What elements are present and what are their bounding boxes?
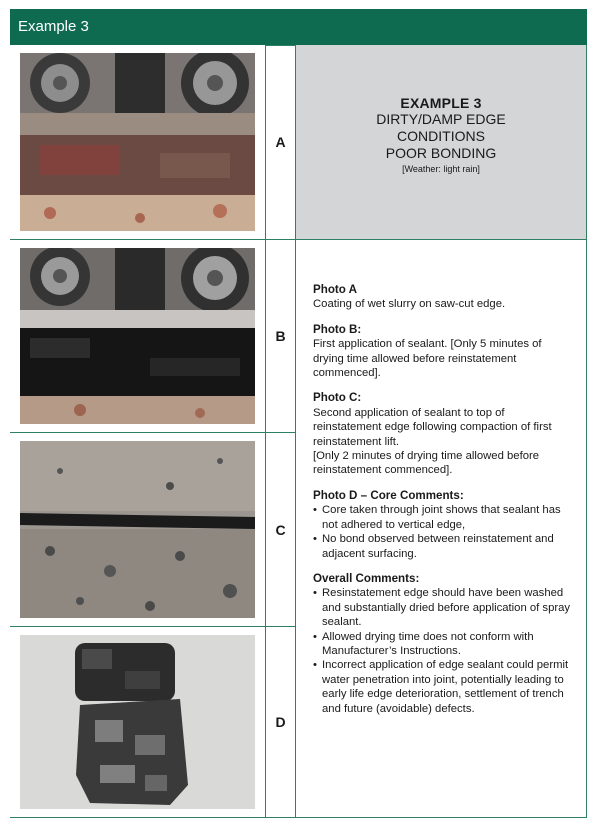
header-title: Example 3: [18, 18, 89, 35]
photo-cell-a: [10, 45, 266, 240]
photo-c-image: [20, 441, 255, 618]
photo-cell-d: [10, 627, 266, 818]
list-item: • Incorrect application of edge sealant could permit water penetration into joint, potentially leading to early life edge deterioration, settlement of trench and future (avoidable) defects.: [313, 658, 575, 716]
row-label-a: A: [266, 45, 296, 240]
page-header: [10, 9, 587, 45]
photo-b-heading: Photo B:: [313, 322, 362, 336]
notes-panel: [313, 283, 575, 716]
photo-a-heading: Photo A: [313, 283, 358, 296]
photo-d-bullets: [313, 503, 575, 561]
photo-b-image: [20, 248, 255, 424]
photo-d-heading: Photo D – Core Comments:: [313, 488, 464, 502]
overall-heading: Overall Comments:: [313, 571, 420, 585]
row-label-c: C: [266, 433, 296, 627]
row-label-d: D: [266, 627, 296, 818]
photo-a-text: Coating of wet slurry on saw-cut edge.: [313, 298, 506, 311]
list-item: • Resinstatement edge should have been washed and substantially dried before application of spray sealant.: [313, 586, 575, 629]
photo-c-text-2: [Only 2 minutes of drying time allowed before reinstatement commenced].: [313, 450, 540, 477]
list-item: • Core taken through joint shows that sealant has not adhered to vertical edge,: [313, 503, 575, 532]
photo-d-image: [20, 635, 255, 809]
example-line-1: DIRTY/DAMP EDGE: [376, 111, 506, 127]
photo-b-text: First application of sealant. [Only 5 minutes of drying time allowed before reinstatement commenced].: [313, 338, 542, 380]
overall-bullets: [313, 586, 575, 716]
row-label-b: B: [266, 240, 296, 433]
photo-cell-b: [10, 240, 266, 433]
photo-c-text-1: Second application of sealant to top of reinstatement edge following compaction of first reinstatement lift.: [313, 406, 552, 448]
example-title: EXAMPLE 3: [400, 95, 482, 111]
list-item: • Allowed drying time does not conform with Manufacturer’s Instructions.: [313, 630, 575, 659]
photo-c-heading: Photo C:: [313, 391, 362, 405]
list-item: • No bond observed between reinstatement and adjacent surfacing.: [313, 532, 575, 561]
example-line-2: CONDITIONS: [397, 128, 485, 144]
example-line-3: POOR BONDING: [385, 145, 497, 161]
weather-note: [Weather: light rain]: [402, 164, 480, 174]
photo-cell-c: [10, 433, 266, 627]
photo-a-image: [20, 53, 255, 231]
example-title-cell: [296, 45, 587, 240]
